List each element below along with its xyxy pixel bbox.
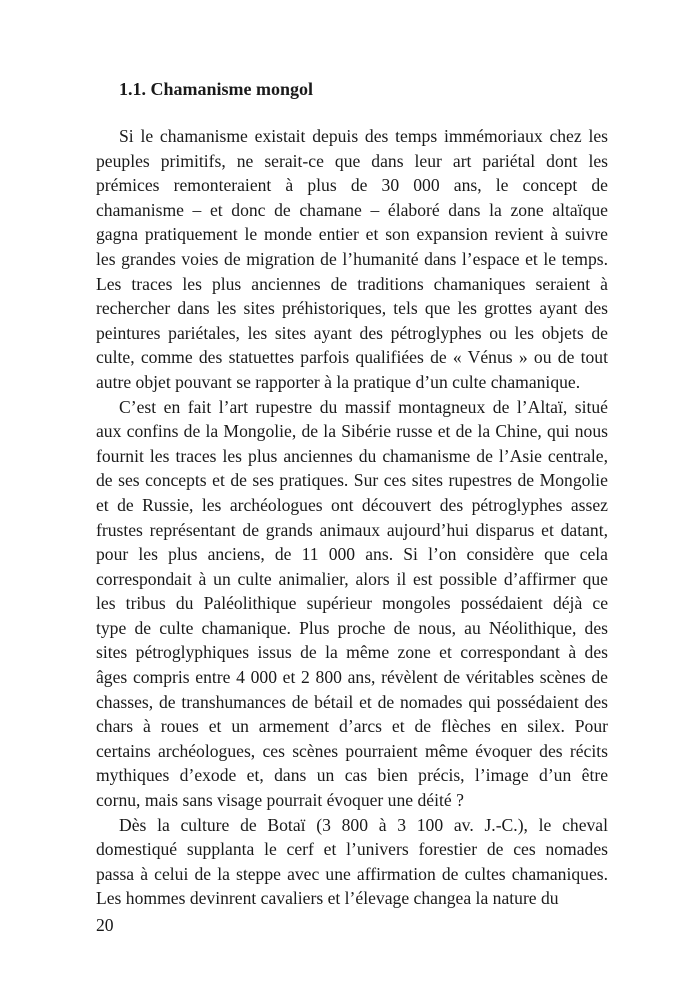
text-line: âges compris entre 4 000 et 2 800 ans, révèlent de véritables scènes de xyxy=(96,667,608,688)
paragraph xyxy=(96,124,608,395)
text-line: aux confins de la Mongolie, de la Sibérie russe et de la Chine, qui nous xyxy=(96,421,608,442)
text-line: gagna pratiquement le monde entier et son expansion revient à suivre xyxy=(96,224,608,245)
text-line: Les hommes devinrent cavaliers et l’élevage changea la nature du xyxy=(96,888,559,909)
text-line: passa à celui de la steppe avec une affirmation de cultes chamaniques. xyxy=(96,863,608,884)
text-line: Dès la culture de Botaï (3 800 à 3 100 av. J.-C.), le cheval xyxy=(119,814,608,835)
text-line: peuples primitifs, ne serait-ce que dans leur art pariétal dont les xyxy=(96,150,608,171)
text-line: chars à roues et un armement d’arcs et de flèches en silex. Pour xyxy=(96,716,608,737)
text-line: chamanisme – et donc de chamane – élaboré dans la zone altaïque xyxy=(96,199,608,220)
text-line: cornu, mais sans visage pourrait évoquer une déité ? xyxy=(96,790,464,811)
text-line: et de Russie, les archéologues ont découvert des pétroglyphes assez xyxy=(96,494,608,515)
text-line: pour les plus anciens, de 11 000 ans. Si l’on considère que cela xyxy=(96,544,608,565)
text-line: autre objet pouvant se rapporter à la pratique d’un culte chamanique. xyxy=(96,371,581,392)
text-line: Les traces les plus anciennes de traditions chamaniques seraient à xyxy=(96,273,608,294)
text-line: fournit les traces les plus anciennes du chamanisme de l’Asie centrale, xyxy=(96,445,608,466)
text-line: rechercher dans les sites préhistoriques, tels que les grottes ayant des xyxy=(96,298,608,319)
text-line: certains archéologues, ces scènes pourraient même évoquer des récits xyxy=(96,740,608,761)
section-heading: 1.1. Chamanisme mongol xyxy=(119,79,314,99)
text-line: chasses, de transhumances de bétail et de nomades qui possédaient des xyxy=(96,691,608,712)
text-line: prémices remonteraient à plus de 30 000 ans, le concept de xyxy=(96,175,608,196)
text-line: peintures pariétales, les sites ayant des pétroglyphes ou les objets de xyxy=(96,322,608,343)
text-line: correspondait à un culte animalier, alors il est possible d’affirmer que xyxy=(96,568,608,589)
text-line: frustes représentant de grands animaux aujourd’hui disparus et datant, xyxy=(96,519,608,540)
page-number: 20 xyxy=(96,915,114,935)
text-line: les tribus du Paléolithique supérieur mongoles possédaient déjà ce xyxy=(96,593,608,614)
text-line: culte, comme des statuettes parfois qualifiées de « Vénus » ou de tout xyxy=(96,347,608,368)
text-line: Si le chamanisme existait depuis des temps immémoriaux chez les xyxy=(119,126,608,146)
paragraph xyxy=(96,813,608,911)
text-line: mythiques d’exode et, dans un cas bien précis, l’image d’un être xyxy=(96,765,608,786)
text-line: les grandes voies de migration de l’humanité dans l’espace et le temps. xyxy=(96,248,608,269)
page-content xyxy=(96,77,608,911)
text-line: C’est en fait l’art rupestre du massif montagneux de l’Altaï, situé xyxy=(119,396,608,417)
paragraph xyxy=(96,395,608,813)
body-text xyxy=(96,124,608,911)
text-line: de ses concepts et de ses pratiques. Sur ces sites rupestres de Mongolie xyxy=(96,470,608,491)
text-line: type de culte chamanique. Plus proche de nous, au Néolithique, des xyxy=(96,617,608,638)
text-line: domestiqué supplanta le cerf et l’univers forestier de ces nomades xyxy=(96,839,608,860)
text-line: sites pétroglyphiques issus de la même zone et correspondant à des xyxy=(96,642,608,663)
